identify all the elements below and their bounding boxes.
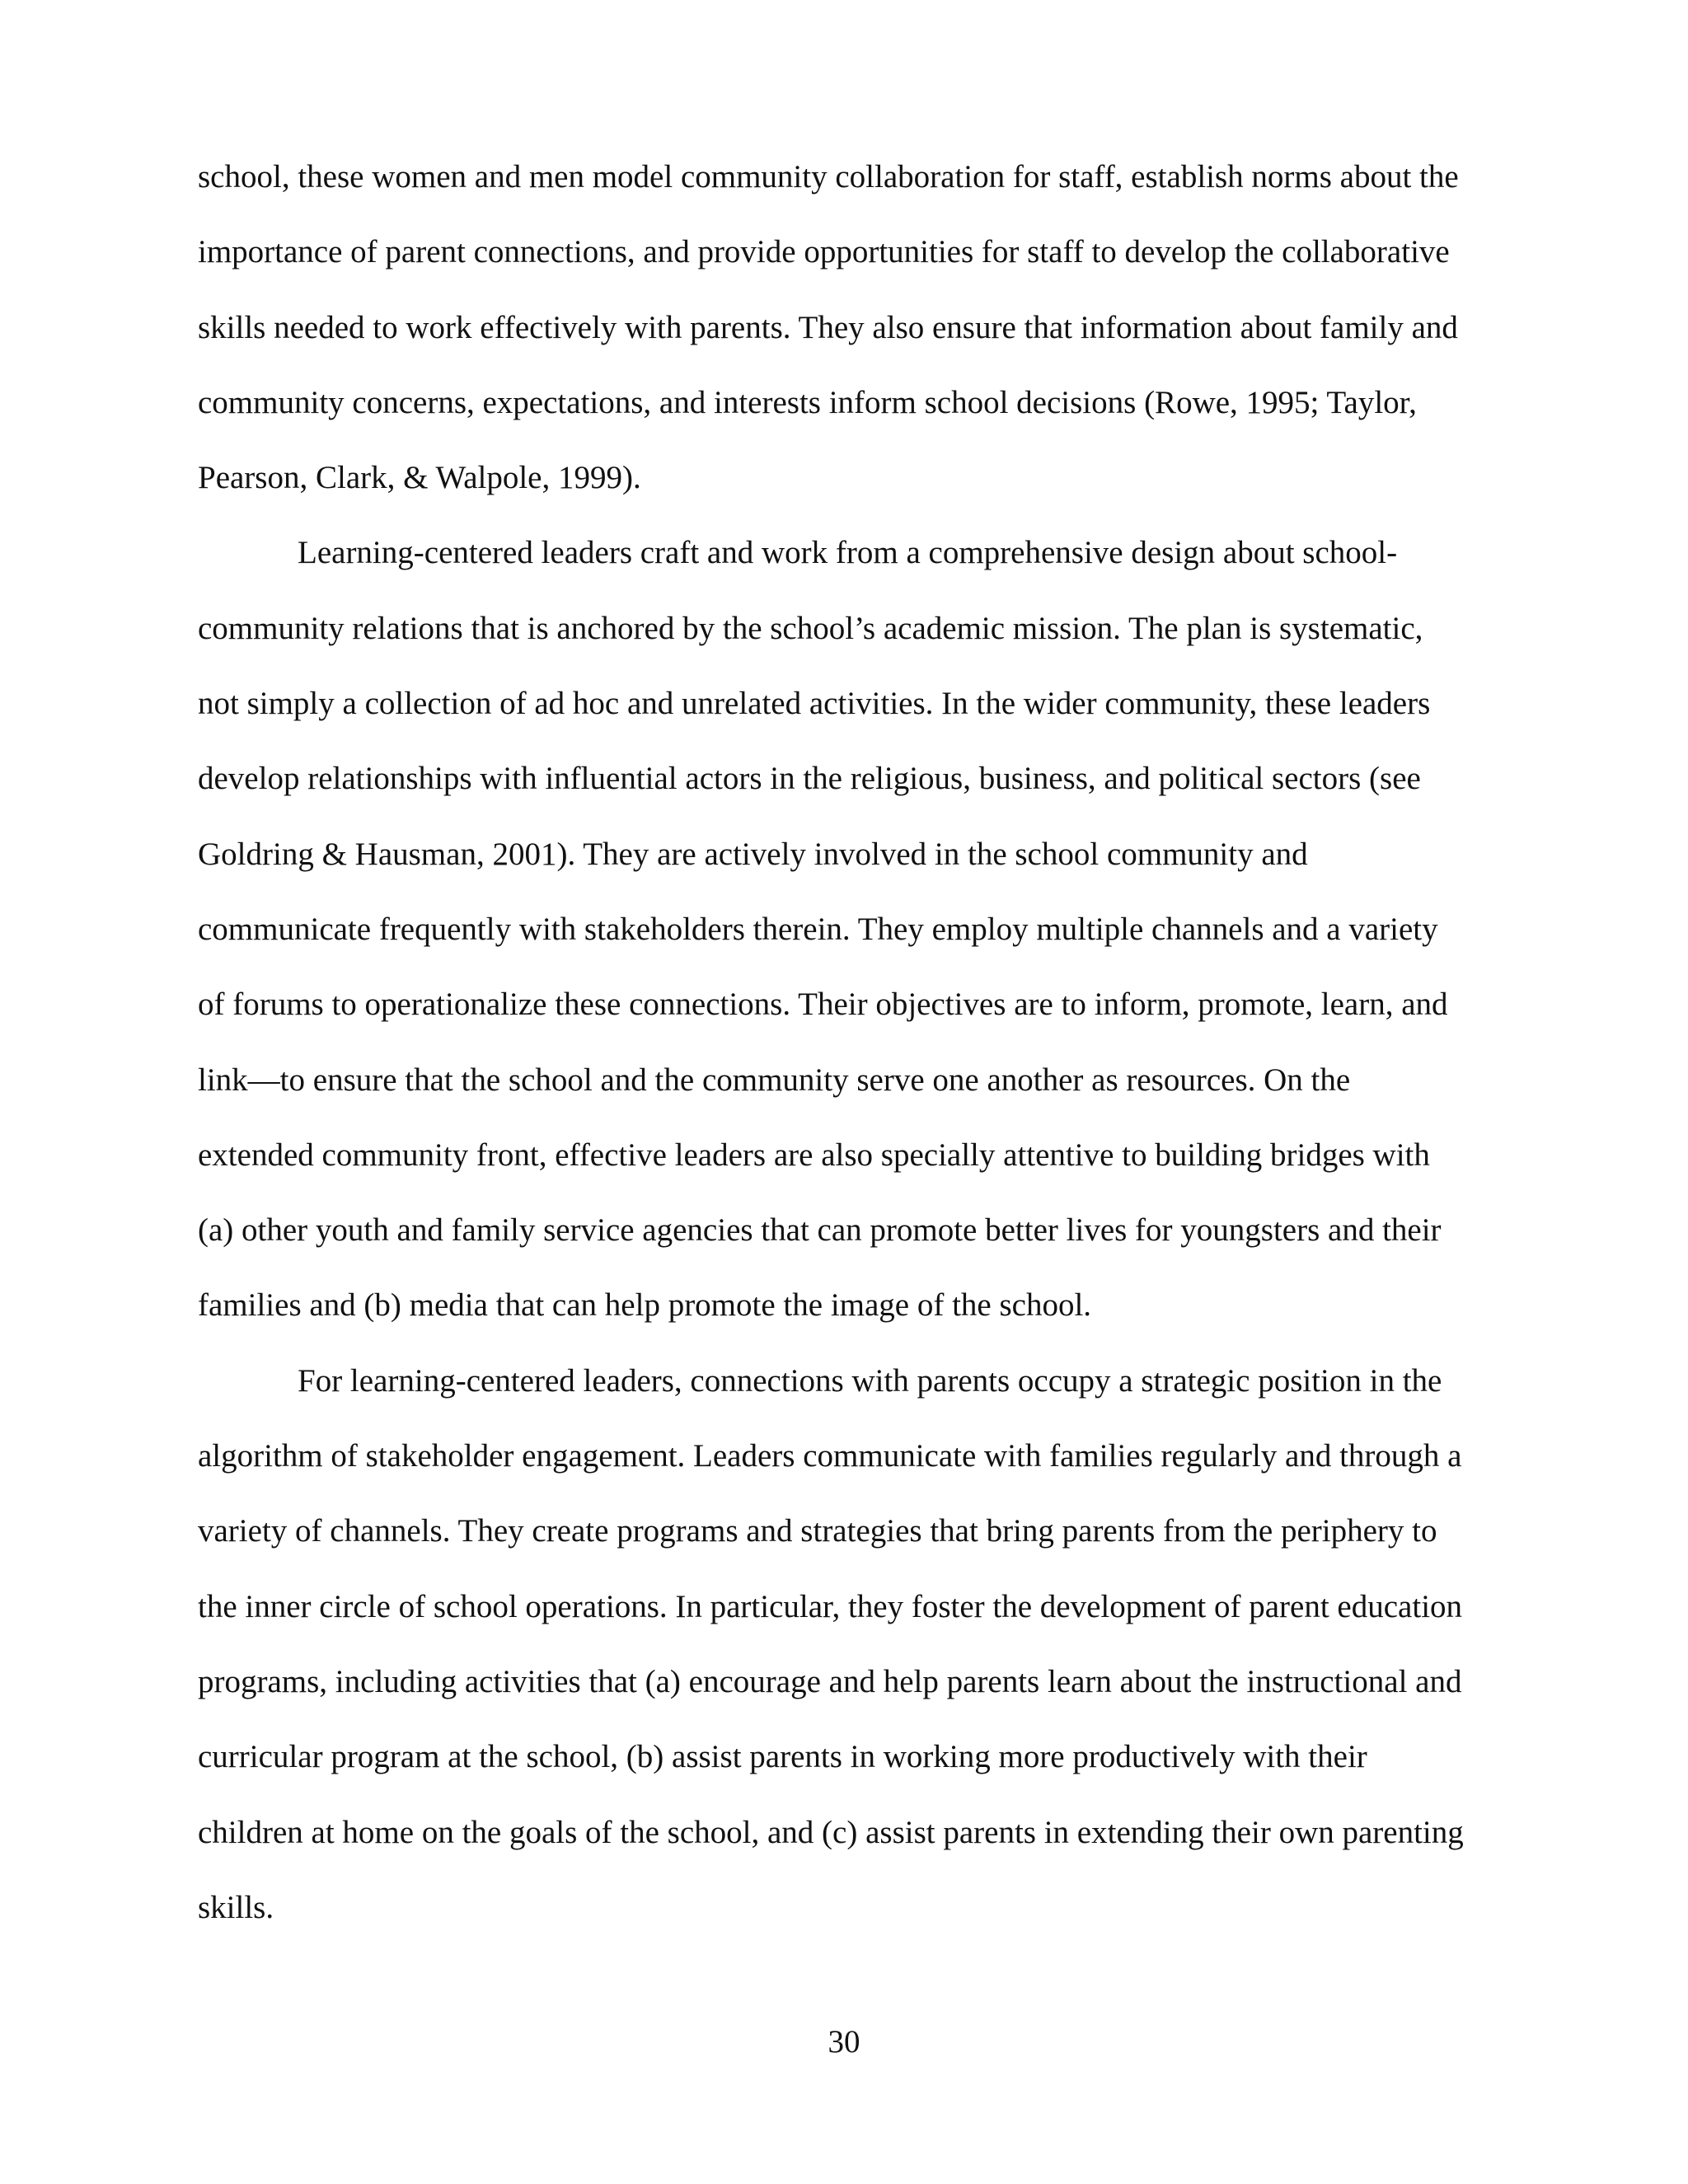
- paragraph-parent-connections: [198, 1357, 1496, 1958]
- text-line: skills.: [198, 1889, 274, 1925]
- text-line: extended community front, effective leaders are also specially attentive to building bridges with: [198, 1137, 1430, 1173]
- text-line: skills needed to work effectively with parents. They also ensure that information about family and: [198, 309, 1458, 345]
- text-line: community concerns, expectations, and interests inform school decisions (Rowe, 1995; Taylor,: [198, 384, 1417, 420]
- text-line: curricular program at the school, (b) assist parents in working more productively with their: [198, 1739, 1367, 1775]
- text-line: communicate frequently with stakeholders therein. They employ multiple channels and a variety: [198, 911, 1438, 947]
- text-line: community relations that is anchored by the school’s academic mission. The plan is systematic,: [198, 610, 1423, 646]
- text-line: not simply a collection of ad hoc and unrelated activities. In the wider community, these leaders: [198, 686, 1431, 722]
- text-line: the inner circle of school operations. In particular, they foster the development of parent education: [198, 1588, 1463, 1624]
- text-line: (a) other youth and family service agencies that can promote better lives for youngsters and their: [198, 1212, 1442, 1249]
- text-line: of forums to operationalize these connections. Their objectives are to inform, promote, learn, and: [198, 987, 1448, 1023]
- body-text: [198, 152, 1496, 1958]
- text-line: For learning-centered leaders, connections with parents occupy a strategic position in the: [298, 1362, 1442, 1399]
- text-line: programs, including activities that (a) encourage and help parents learn about the instructional and: [198, 1663, 1462, 1699]
- text-line: Goldring & Hausman, 2001). They are actively involved in the school community and: [198, 836, 1308, 872]
- text-line: link—to ensure that the school and the community serve one another as resources. On the: [198, 1062, 1351, 1098]
- text-line: variety of channels. They create programs and strategies that bring parents from the periphery to: [198, 1513, 1437, 1549]
- text-line: school, these women and men model community collaboration for staff, establish norms about the: [198, 159, 1459, 194]
- text-line: algorithm of stakeholder engagement. Leaders communicate with families regularly and through a: [198, 1438, 1462, 1474]
- text-line: importance of parent connections, and provide opportunities for staff to develop the collaborative: [198, 234, 1450, 270]
- page-number: 30: [828, 2024, 860, 2060]
- text-line: children at home on the goals of the school, and (c) assist parents in extending their own parenting: [198, 1814, 1464, 1850]
- text-line: Pearson, Clark, & Walpole, 1999).: [198, 460, 641, 496]
- paragraph-community-relations: [198, 528, 1496, 1356]
- text-line: develop relationships with influential actors in the religious, business, and political sectors (see: [198, 761, 1421, 797]
- text-line: Learning-centered leaders craft and work from a comprehensive design about school-: [298, 535, 1398, 571]
- text-line: families and (b) media that can help promote the image of the school.: [198, 1287, 1092, 1324]
- paragraph-continuation: [198, 152, 1496, 528]
